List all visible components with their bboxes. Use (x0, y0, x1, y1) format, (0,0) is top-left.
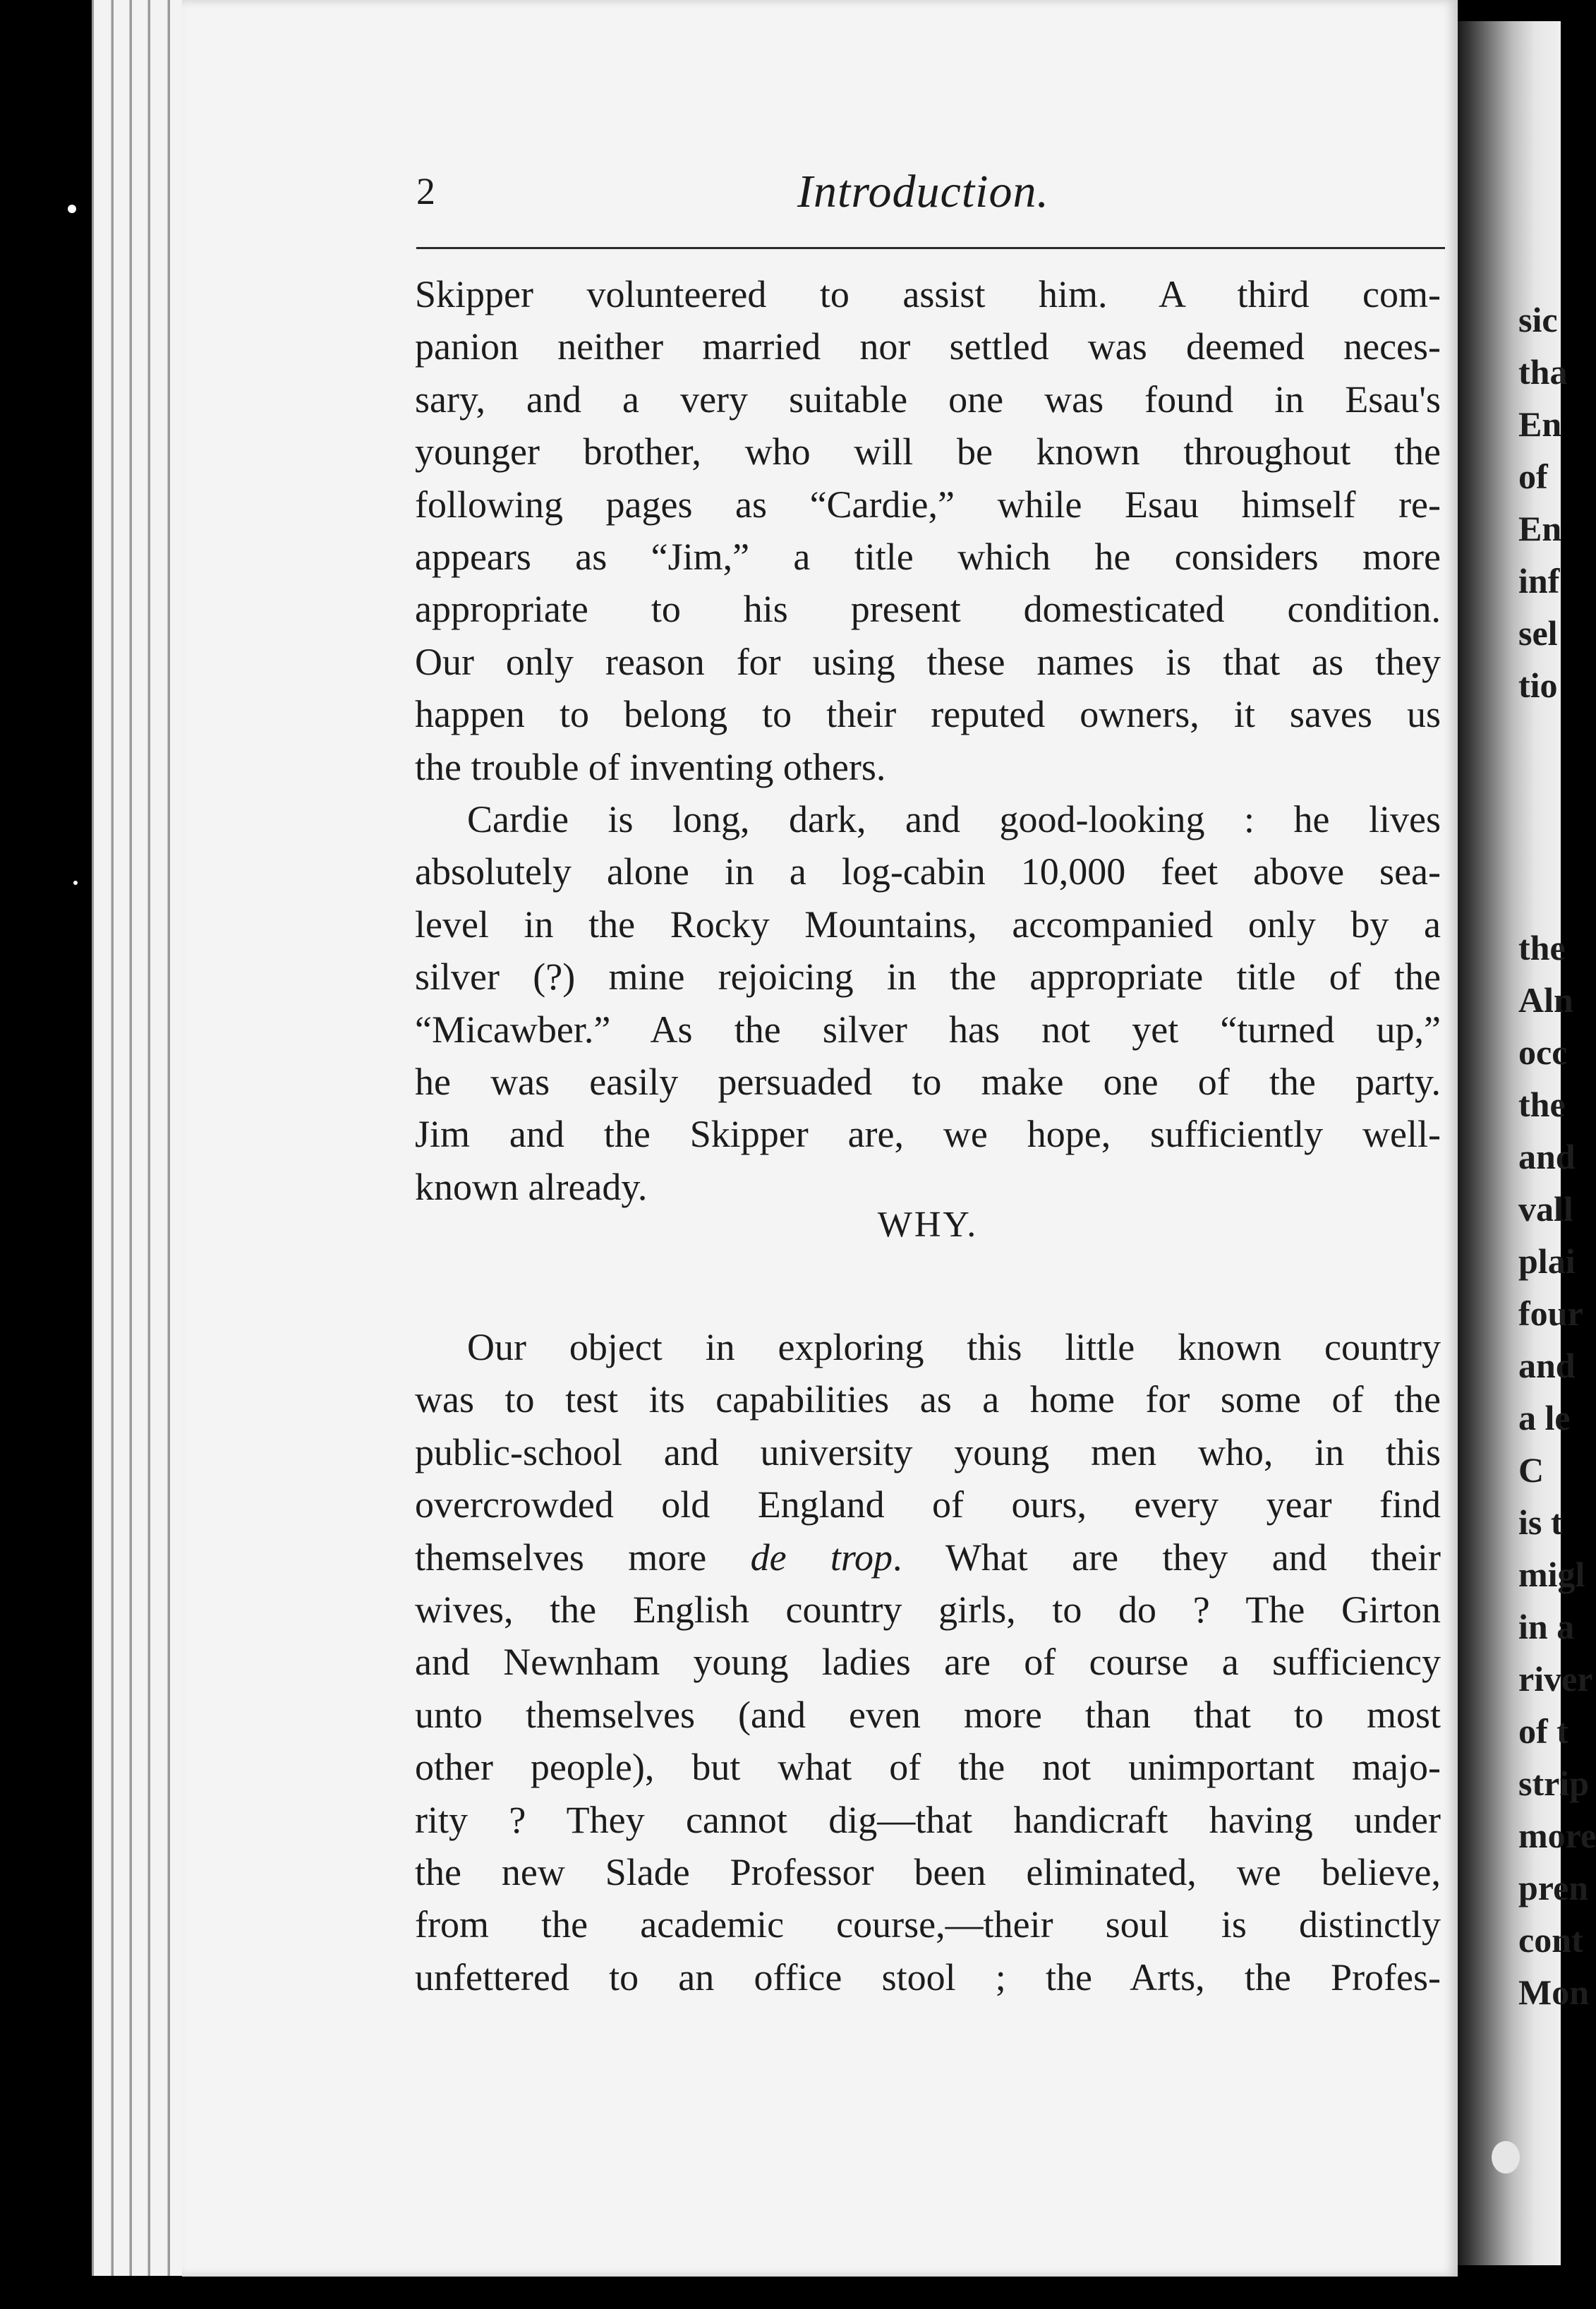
page-number: 2 (416, 170, 435, 212)
scan-speck (1492, 2141, 1520, 2174)
text-line: happen to belong to their reputed owners, it saves us (415, 693, 1441, 736)
facing-page-fragment: tha (1518, 352, 1568, 392)
text-line: “Micawber.” As the silver has not yet “turned up,” (415, 1008, 1441, 1051)
facing-page-fragment: strip (1518, 1764, 1589, 1803)
paragraph-why (415, 1321, 1441, 2003)
facing-page-fragment: tio (1518, 665, 1558, 705)
text-line: level in the Rocky Mountains, accompanied only by a (415, 903, 1441, 946)
text-line: appropriate to his present domesticated condition. (415, 588, 1441, 631)
paragraph-2 (415, 793, 1441, 1213)
text-line: other people), but what of the not unimportant majo- (415, 1746, 1441, 1789)
facing-page-fragment: the (1518, 1085, 1566, 1124)
facing-page-fragment: inf (1518, 561, 1560, 601)
scan-speck (68, 205, 76, 213)
facing-page-fragment: four (1518, 1294, 1583, 1333)
text-line: younger brother, who will be known throughout the (415, 430, 1441, 474)
facing-page-fragment: the (1518, 928, 1566, 967)
text-line: overcrowded old England of ours, every year find (415, 1483, 1441, 1526)
page-edge (92, 0, 113, 2276)
facing-page-fragment: of t (1518, 1711, 1568, 1751)
running-title: Introduction. (797, 166, 1050, 217)
facing-page-fragment: En (1518, 509, 1562, 548)
section-heading: WHY. (877, 1205, 979, 1245)
text-line: the new Slade Professor been eliminated, we believe, (415, 1850, 1441, 1893)
paragraph-1 (415, 268, 1441, 793)
header-rule (416, 247, 1445, 249)
scan-speck (73, 881, 78, 885)
facing-page (1458, 21, 1596, 2265)
text-line: unfettered to an office stool ; the Arts, the Profes- (415, 1955, 1441, 1998)
text-line: silver (?) mine rejoicing in the appropriate title of the (415, 955, 1441, 999)
text-line: the trouble of inventing others. (415, 745, 886, 788)
text-line: appears as “Jim,” a title which he considers more (415, 535, 1441, 578)
facing-page-fragment: cont (1518, 1920, 1583, 1960)
text-line: rity ? They cannot dig—that handicraft having under (415, 1798, 1441, 1841)
facing-page-fragment: a le (1518, 1398, 1571, 1437)
facing-page-fragment: Aln (1518, 980, 1573, 1020)
text-line-with-italic (415, 1531, 1441, 1584)
page-header (416, 166, 1445, 226)
facing-page-fragment: river (1518, 1659, 1593, 1699)
page-edge (130, 0, 150, 2276)
page-edge (148, 0, 169, 2276)
facing-page-fragment: C (1518, 1450, 1544, 1490)
text-line: following pages as “Cardie,” while Esau himself re- (415, 483, 1441, 526)
facing-page-fragment: migl (1518, 1555, 1585, 1594)
text-line: unto themselves (and even more than that to most (415, 1693, 1441, 1736)
facing-page-fragment: more (1518, 1816, 1596, 1855)
italic-phrase: de trop (750, 1536, 893, 1579)
text-line: wives, the English country girls, to do ? The Girton (415, 1588, 1441, 1631)
text-line: Our only reason for using these names is that as they (415, 640, 1441, 683)
facing-page-fragment: is t (1518, 1502, 1563, 1542)
facing-page-fragment: in a (1518, 1607, 1575, 1646)
page-edge (111, 0, 131, 2276)
text-line: Our object in exploring this little known country (467, 1326, 1441, 1368)
text-line: absolutely alone in a log-cabin 10,000 feet above sea- (415, 850, 1441, 893)
facing-page-fragment: Mon (1518, 1972, 1589, 2012)
text-line: from the academic course,—their soul is distinctly (415, 1903, 1441, 1946)
text-line: and Newnham young ladies are of course a sufficiency (415, 1641, 1441, 1684)
text-line: Jim and the Skipper are, we hope, sufficiently well- (415, 1113, 1441, 1156)
facing-page-fragment: and (1518, 1346, 1576, 1385)
text-line: he was easily persuaded to make one of the party. (415, 1060, 1441, 1103)
text-line: known already. (415, 1165, 648, 1208)
text-line: Skipper volunteered to assist him. A third com- (415, 273, 1441, 315)
text-line: public-school and university young men who, in this (415, 1430, 1441, 1473)
facing-page-fragment: and (1518, 1137, 1576, 1176)
facing-page-fragment: of (1518, 457, 1548, 496)
facing-page-fragment: sel (1518, 613, 1558, 653)
facing-page-fragment: plai (1518, 1241, 1576, 1281)
facing-page-fragment: vall (1518, 1189, 1573, 1229)
text-line: panion neither married nor settled was deemed neces- (415, 325, 1441, 368)
facing-page-fragment: En (1518, 404, 1562, 444)
text-run: themselves more (415, 1536, 751, 1579)
facing-page-fragment: sic (1518, 300, 1558, 339)
facing-page-fragment: pren (1518, 1868, 1589, 1907)
text-run: . What are they and their (892, 1536, 1441, 1579)
text-line: Cardie is long, dark, and good-looking : he lives (467, 798, 1441, 840)
text-line: was to test its capabilities as a home for some of the (415, 1378, 1441, 1421)
facing-page-fragment: occ (1518, 1032, 1568, 1072)
text-line: sary, and a very suitable one was found in Esau's (415, 378, 1441, 421)
